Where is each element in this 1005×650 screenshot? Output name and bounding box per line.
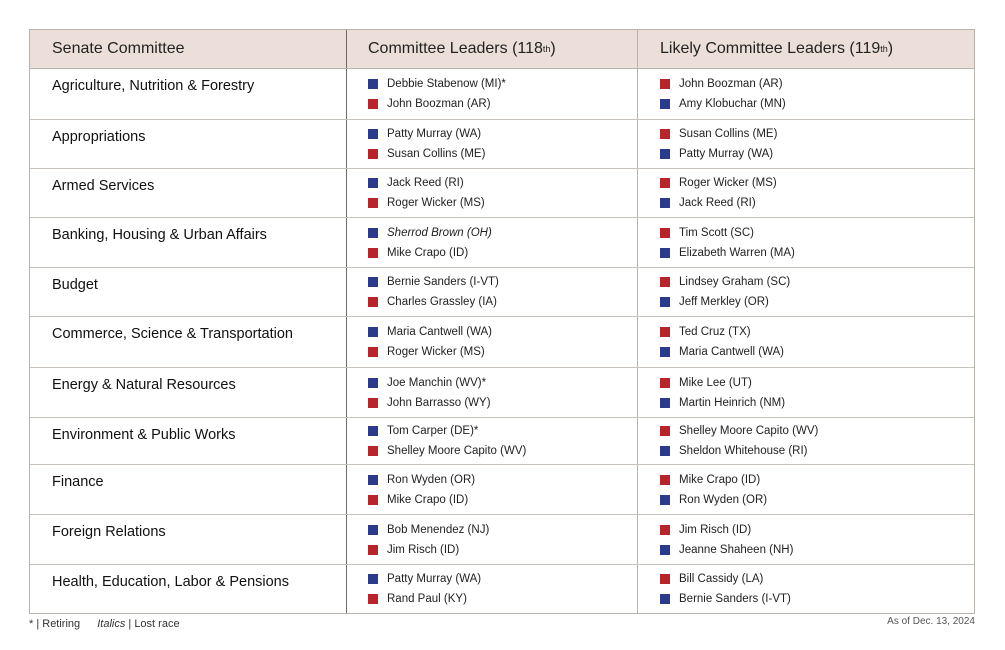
committee-name: Finance xyxy=(52,474,104,490)
committee-table xyxy=(29,29,975,614)
table-header xyxy=(30,30,974,69)
leader-name: Jack Reed (RI) xyxy=(387,177,464,189)
leader-name: Charles Grassley (IA) xyxy=(387,296,497,308)
leader-item xyxy=(368,76,637,92)
leader-name: Susan Collins (ME) xyxy=(387,148,486,160)
likely-leaders xyxy=(637,465,974,514)
committee-name: Banking, Housing & Urban Affairs xyxy=(52,227,267,243)
likely-leaders xyxy=(637,218,974,267)
leader-item xyxy=(660,591,974,607)
leader-item xyxy=(368,375,637,391)
committee-name: Commerce, Science & Transportation xyxy=(52,326,293,342)
democrat-party-marker xyxy=(368,79,378,89)
leader-item xyxy=(368,492,637,508)
likely-leaders xyxy=(637,565,974,613)
leader-item xyxy=(368,344,637,360)
leader-name: Roger Wicker (MS) xyxy=(679,177,777,189)
leader-name: Jack Reed (RI) xyxy=(679,197,756,209)
leader-item xyxy=(660,571,974,587)
leader-item xyxy=(368,571,637,587)
republican-party-marker xyxy=(660,327,670,337)
table-row xyxy=(30,268,974,317)
table-row xyxy=(30,515,974,565)
leader-item xyxy=(660,175,974,191)
table-row xyxy=(30,368,974,418)
leader-name: Tom Carper (DE)* xyxy=(387,425,479,437)
current-leaders xyxy=(346,69,637,119)
leader-item xyxy=(368,423,637,439)
legend-retiring: * | Retiring xyxy=(29,618,81,630)
leader-item xyxy=(660,294,974,310)
current-leaders xyxy=(346,317,637,367)
leader-item xyxy=(660,492,974,508)
leader-name: Bernie Sanders (I-VT) xyxy=(679,593,791,605)
leader-name: Lindsey Graham (SC) xyxy=(679,276,791,288)
leader-item xyxy=(368,443,637,459)
democrat-party-marker xyxy=(660,398,670,408)
header-col2-close: ) xyxy=(550,40,556,57)
as-of-date: As of Dec. 13, 2024 xyxy=(887,616,975,627)
likely-leaders xyxy=(637,368,974,417)
democrat-party-marker xyxy=(660,297,670,307)
republican-party-marker xyxy=(660,277,670,287)
leader-name: Roger Wicker (MS) xyxy=(387,346,485,358)
republican-party-marker xyxy=(368,545,378,555)
leader-item xyxy=(368,225,637,241)
leader-name: Mike Crapo (ID) xyxy=(679,473,761,486)
leader-name: Patty Murray (WA) xyxy=(387,573,482,585)
republican-party-marker xyxy=(368,248,378,258)
leader-name: Sheldon Whitehouse (RI) xyxy=(679,445,808,457)
table-row xyxy=(30,218,974,268)
republican-party-marker xyxy=(368,99,378,109)
republican-party-marker xyxy=(660,525,670,535)
current-leaders xyxy=(346,418,637,464)
leader-item xyxy=(368,522,637,538)
table-row xyxy=(30,69,974,120)
leader-name: Jeanne Shaheen (NH) xyxy=(679,543,794,556)
republican-party-marker xyxy=(660,129,670,139)
header-col2-label: Committee Leaders (118 xyxy=(368,40,543,57)
leader-name: Ron Wyden (OR) xyxy=(387,473,476,486)
likely-leaders xyxy=(637,515,974,564)
leader-item xyxy=(368,274,637,290)
likely-leaders xyxy=(637,69,974,119)
leader-name: Mike Crapo (ID) xyxy=(387,246,469,259)
leader-name: Sherrod Brown (OH) xyxy=(387,226,492,239)
likely-leaders xyxy=(637,268,974,316)
leader-item xyxy=(660,375,974,391)
table-row xyxy=(30,565,974,613)
leader-item xyxy=(368,542,637,558)
democrat-party-marker xyxy=(660,248,670,258)
header-senate-committee xyxy=(30,30,346,68)
leader-item xyxy=(660,245,974,261)
republican-party-marker xyxy=(660,178,670,188)
leader-name: John Boozman (AR) xyxy=(387,98,491,110)
leader-item xyxy=(660,324,974,340)
table-row xyxy=(30,169,974,218)
republican-party-marker xyxy=(660,426,670,436)
current-leaders xyxy=(346,368,637,417)
header-col3-label: Likely Committee Leaders (119 xyxy=(660,40,881,57)
table-row xyxy=(30,120,974,169)
leader-item xyxy=(660,96,974,112)
committee-name: Agriculture, Nutrition & Forestry xyxy=(52,78,255,94)
leader-item xyxy=(368,472,637,488)
table-row xyxy=(30,465,974,515)
republican-party-marker xyxy=(368,446,378,456)
committee-name: Energy & Natural Resources xyxy=(52,377,236,393)
leader-item xyxy=(368,245,637,261)
democrat-party-marker xyxy=(660,594,670,604)
leader-item xyxy=(660,126,974,142)
leader-item xyxy=(660,395,974,411)
democrat-party-marker xyxy=(368,574,378,584)
leader-name: Joe Manchin (WV)* xyxy=(387,376,487,389)
header-col3-close: ) xyxy=(887,40,894,57)
leader-name: Ron Wyden (OR) xyxy=(679,493,768,506)
leader-item xyxy=(368,195,637,211)
republican-party-marker xyxy=(368,297,378,307)
leader-name: Tim Scott (SC) xyxy=(679,226,754,239)
democrat-party-marker xyxy=(368,129,378,139)
leader-item xyxy=(660,274,974,290)
leader-name: Martin Heinrich (NM) xyxy=(679,396,786,409)
democrat-party-marker xyxy=(660,495,670,505)
leader-name: Bob Menendez (NJ) xyxy=(387,523,490,536)
committee-name: Appropriations xyxy=(52,129,146,145)
leader-name: Roger Wicker (MS) xyxy=(387,197,485,209)
republican-party-marker xyxy=(660,475,670,485)
table-row xyxy=(30,418,974,465)
leader-item xyxy=(660,195,974,211)
democrat-party-marker xyxy=(368,327,378,337)
legend-italics: Italics xyxy=(97,618,126,630)
leader-item xyxy=(368,294,637,310)
legend xyxy=(29,618,208,630)
likely-leaders xyxy=(637,120,974,168)
leader-name: Jeff Merkley (OR) xyxy=(679,296,769,308)
likely-leaders xyxy=(637,418,974,464)
leader-name: John Boozman (AR) xyxy=(679,78,783,90)
table-row xyxy=(30,317,974,368)
democrat-party-marker xyxy=(368,525,378,535)
committee-name: Budget xyxy=(52,277,98,293)
leader-item xyxy=(660,522,974,538)
democrat-party-marker xyxy=(368,178,378,188)
current-leaders xyxy=(346,268,637,316)
republican-party-marker xyxy=(660,574,670,584)
current-leaders xyxy=(346,515,637,564)
current-leaders xyxy=(346,465,637,514)
current-leaders xyxy=(346,120,637,168)
leader-name: Patty Murray (WA) xyxy=(387,128,482,140)
democrat-party-marker xyxy=(660,198,670,208)
leader-name: John Barrasso (WY) xyxy=(387,396,491,409)
leader-item xyxy=(660,146,974,162)
leader-item xyxy=(660,344,974,360)
republican-party-marker xyxy=(368,398,378,408)
republican-party-marker xyxy=(368,594,378,604)
leader-name: Patty Murray (WA) xyxy=(679,148,774,160)
leader-name: Amy Klobuchar (MN) xyxy=(679,98,786,110)
leader-item xyxy=(368,324,637,340)
democrat-party-marker xyxy=(660,99,670,109)
current-leaders xyxy=(346,218,637,267)
leader-item xyxy=(660,472,974,488)
republican-party-marker xyxy=(368,495,378,505)
leader-item xyxy=(660,443,974,459)
header-col1-label: Senate Committee xyxy=(52,40,185,57)
leader-name: Elizabeth Warren (MA) xyxy=(679,246,795,259)
leader-name: Mike Lee (UT) xyxy=(679,376,752,389)
leader-item xyxy=(660,225,974,241)
leader-item xyxy=(660,76,974,92)
republican-party-marker xyxy=(660,228,670,238)
leader-name: Jim Risch (ID) xyxy=(679,523,752,536)
likely-leaders xyxy=(637,169,974,217)
table-body xyxy=(30,69,974,613)
republican-party-marker xyxy=(368,198,378,208)
leader-name: Jim Risch (ID) xyxy=(387,543,460,556)
democrat-party-marker xyxy=(660,347,670,357)
democrat-party-marker xyxy=(368,277,378,287)
democrat-party-marker xyxy=(660,149,670,159)
committee-name: Environment & Public Works xyxy=(52,427,236,443)
democrat-party-marker xyxy=(368,228,378,238)
democrat-party-marker xyxy=(368,426,378,436)
leader-name: Shelley Moore Capito (WV) xyxy=(679,425,819,437)
committee-name: Foreign Relations xyxy=(52,524,166,540)
leader-item xyxy=(368,591,637,607)
leader-name: Susan Collins (ME) xyxy=(679,128,778,140)
leader-name: Bill Cassidy (LA) xyxy=(679,573,764,585)
leader-item xyxy=(660,542,974,558)
democrat-party-marker xyxy=(368,378,378,388)
leader-name: Bernie Sanders (I-VT) xyxy=(387,276,499,288)
leader-name: Maria Cantwell (WA) xyxy=(387,326,493,338)
democrat-party-marker xyxy=(660,545,670,555)
leader-name: Debbie Stabenow (MI)* xyxy=(387,78,506,90)
leader-item xyxy=(368,395,637,411)
republican-party-marker xyxy=(368,149,378,159)
leader-name: Maria Cantwell (WA) xyxy=(679,346,785,358)
leader-item xyxy=(368,175,637,191)
committee-name: Health, Education, Labor & Pensions xyxy=(52,574,289,590)
committee-name: Armed Services xyxy=(52,178,155,194)
leader-item xyxy=(368,96,637,112)
legend-lost-race xyxy=(97,618,193,630)
leader-name: Rand Paul (KY) xyxy=(387,593,467,605)
democrat-party-marker xyxy=(368,475,378,485)
likely-leaders xyxy=(637,317,974,367)
leader-item xyxy=(660,423,974,439)
republican-party-marker xyxy=(368,347,378,357)
header-committee-leaders-118: Committee Leaders (118 th ) xyxy=(346,30,637,68)
header-likely-leaders-119: Likely Committee Leaders (119 th ) xyxy=(637,30,974,68)
republican-party-marker xyxy=(660,79,670,89)
legend-lost-race-label: | Lost race xyxy=(125,618,180,630)
leader-item xyxy=(368,146,637,162)
leader-name: Shelley Moore Capito (WV) xyxy=(387,445,527,457)
leader-item xyxy=(368,126,637,142)
leader-name: Mike Crapo (ID) xyxy=(387,493,469,506)
republican-party-marker xyxy=(660,378,670,388)
leader-name: Ted Cruz (TX) xyxy=(679,326,751,338)
current-leaders xyxy=(346,565,637,613)
current-leaders xyxy=(346,169,637,217)
democrat-party-marker xyxy=(660,446,670,456)
